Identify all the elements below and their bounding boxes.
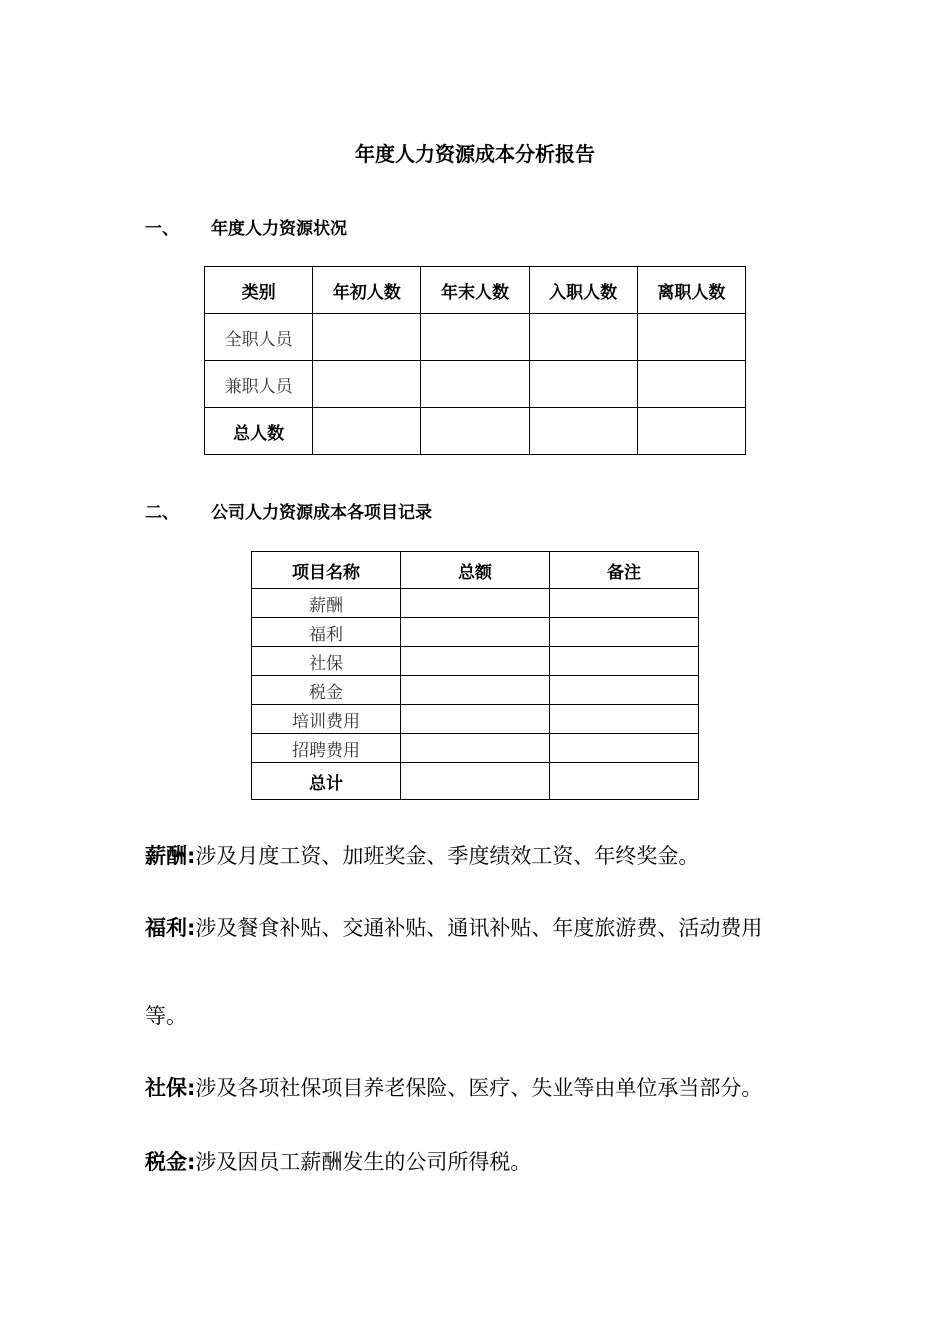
- table-cell: [401, 763, 550, 800]
- table-cell: [550, 734, 699, 763]
- table-cell: [550, 705, 699, 734]
- table-row: [205, 314, 746, 361]
- paragraph-welfare: [145, 916, 815, 940]
- table-cell: [529, 408, 637, 455]
- paragraph-text: 涉及餐食补贴、交通补贴、通讯补贴、年度旅游费、活动费用: [195, 916, 763, 940]
- table-cell: [529, 314, 637, 361]
- column-header: 年初人数: [313, 267, 421, 314]
- row-label: 总人数: [205, 408, 313, 455]
- paragraph-term: 福利:: [145, 916, 196, 940]
- paragraph-salary: [145, 844, 815, 868]
- page-title: 年度人力资源成本分析报告: [355, 142, 595, 166]
- table-row: [252, 647, 699, 676]
- table-cell: [637, 408, 745, 455]
- table-row: [252, 734, 699, 763]
- table-cell: [401, 618, 550, 647]
- table-cell: [401, 676, 550, 705]
- row-label: 社保: [252, 647, 401, 676]
- row-label: 薪酬: [252, 589, 401, 618]
- column-header: 类别: [205, 267, 313, 314]
- paragraph-term: 薪酬:: [145, 844, 196, 868]
- table-cell: [550, 618, 699, 647]
- table-cell: [401, 705, 550, 734]
- column-header: 项目名称: [252, 552, 401, 589]
- table-cell: [550, 676, 699, 705]
- table-cell: [401, 589, 550, 618]
- table-row: [252, 763, 699, 800]
- column-header: 备注: [550, 552, 699, 589]
- section-heading-2: [145, 498, 432, 523]
- section-title: 公司人力资源成本各项目记录: [211, 503, 432, 523]
- table-cell: [401, 734, 550, 763]
- table-row: [252, 589, 699, 618]
- paragraph-text: 等。: [145, 1004, 187, 1028]
- table-cell: [550, 589, 699, 618]
- cost-items-table: [251, 551, 699, 800]
- row-label: 培训费用: [252, 705, 401, 734]
- headcount-table: [204, 266, 746, 455]
- paragraph-tax: [145, 1150, 815, 1174]
- paragraph-text: 涉及各项社保项目养老保险、医疗、失业等由单位承当部分。: [195, 1076, 763, 1100]
- table-cell: [421, 361, 529, 408]
- table-cell: [401, 647, 550, 676]
- column-header: 入职人数: [529, 267, 637, 314]
- column-header: 总额: [401, 552, 550, 589]
- table-row: [205, 408, 746, 455]
- section-number: 二、: [145, 503, 179, 523]
- paragraph-social-insurance: [145, 1076, 815, 1100]
- row-label: 全职人员: [205, 314, 313, 361]
- section-heading-1: [145, 214, 347, 239]
- table-row: [252, 618, 699, 647]
- table-row: [205, 361, 746, 408]
- paragraph-term: 税金:: [145, 1150, 196, 1174]
- table-cell: [313, 314, 421, 361]
- table-cell: [421, 408, 529, 455]
- paragraph-term: 社保:: [145, 1076, 196, 1100]
- section-title: 年度人力资源状况: [211, 219, 347, 239]
- row-label: 福利: [252, 618, 401, 647]
- section-number: 一、: [145, 219, 179, 239]
- table-cell: [313, 361, 421, 408]
- table-cell: [529, 361, 637, 408]
- table-cell: [637, 361, 745, 408]
- column-header: 离职人数: [637, 267, 745, 314]
- table-cell: [637, 314, 745, 361]
- table-header-row: [205, 267, 746, 314]
- row-label: 兼职人员: [205, 361, 313, 408]
- table-cell: [550, 763, 699, 800]
- table-header-row: [252, 552, 699, 589]
- table-cell: [550, 647, 699, 676]
- column-header: 年末人数: [421, 267, 529, 314]
- row-label: 税金: [252, 676, 401, 705]
- paragraph-text: 涉及因员工薪酬发生的公司所得税。: [195, 1150, 532, 1174]
- paragraph-welfare-cont: [145, 1004, 815, 1028]
- paragraph-text: 涉及月度工资、加班奖金、季度绩效工资、年终奖金。: [195, 844, 700, 868]
- table-cell: [421, 314, 529, 361]
- table-row: [252, 705, 699, 734]
- table-cell: [313, 408, 421, 455]
- row-label: 招聘费用: [252, 734, 401, 763]
- table-row: [252, 676, 699, 705]
- row-label: 总计: [252, 763, 401, 800]
